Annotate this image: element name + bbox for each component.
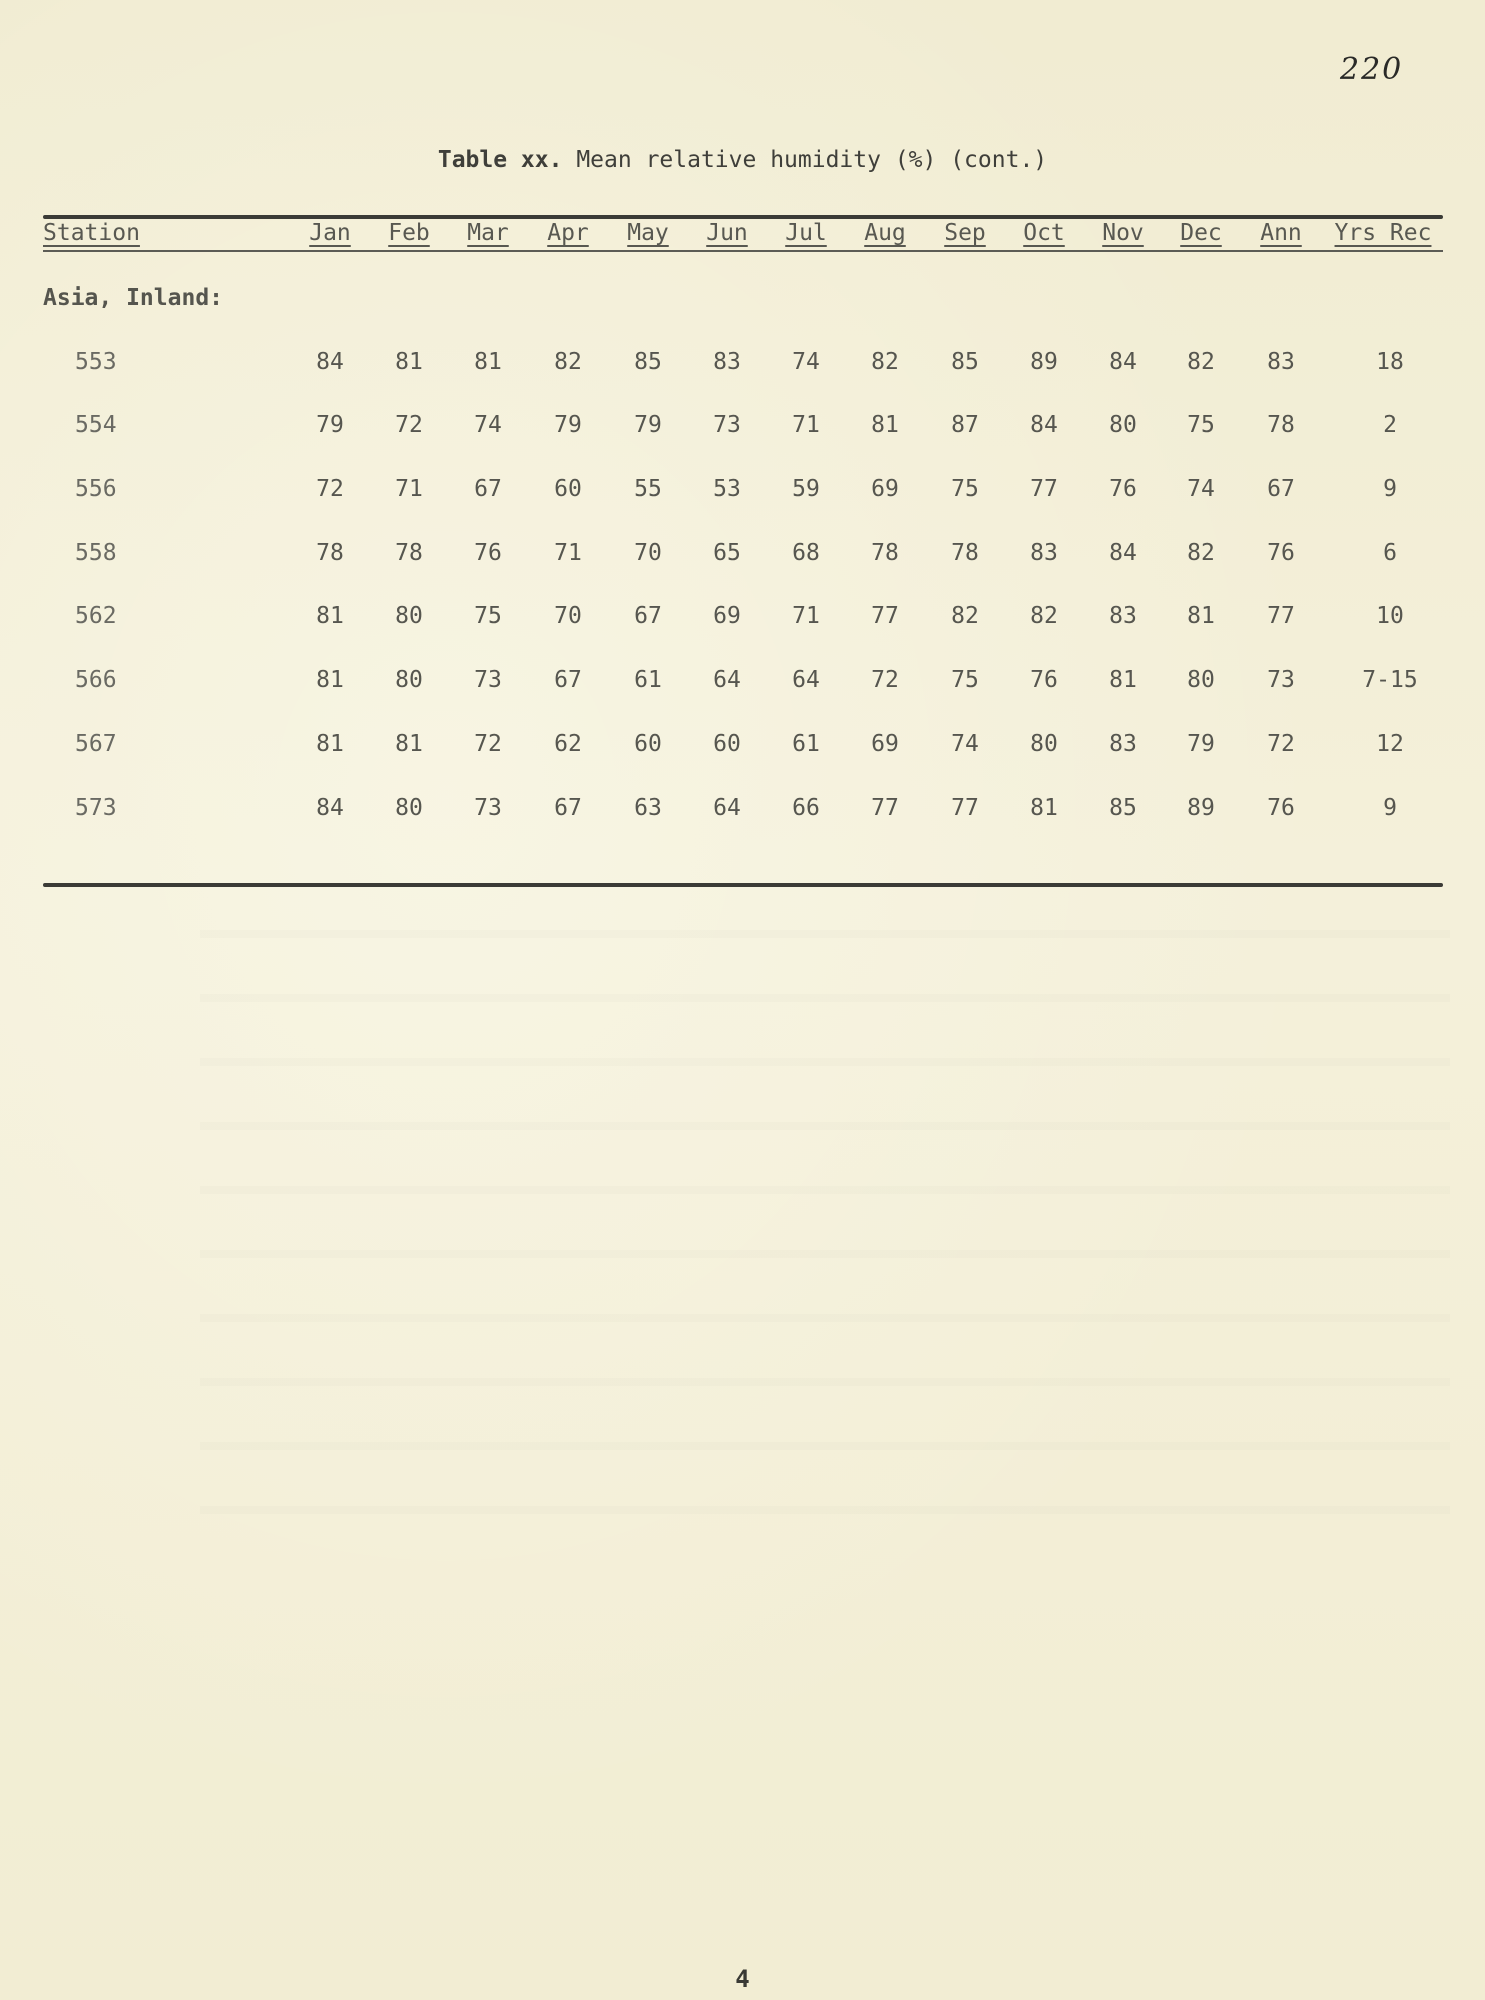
value-yrs-rec: 2 [1383, 412, 1397, 438]
station-id: 562 [75, 603, 117, 629]
value-apr: 62 [554, 731, 582, 757]
value-jul: 61 [792, 731, 820, 757]
value-jul: 64 [792, 667, 820, 693]
value-apr: 67 [554, 795, 582, 821]
table-row [0, 795, 1485, 835]
value-aug: 69 [871, 731, 899, 757]
station-id: 567 [75, 731, 117, 757]
value-aug: 82 [871, 349, 899, 375]
value-jan: 81 [316, 603, 344, 629]
table-row [0, 731, 1485, 771]
value-aug: 78 [871, 540, 899, 566]
value-oct: 84 [1030, 412, 1058, 438]
value-mar: 73 [474, 667, 502, 693]
table-row [0, 667, 1485, 707]
table-title-label: Table xx. [437, 147, 563, 173]
value-feb: 72 [395, 412, 423, 438]
value-jul: 71 [792, 603, 820, 629]
bleed-through-texture [200, 930, 1450, 1530]
footer-page-number: 4 [735, 1965, 750, 1993]
value-oct: 82 [1030, 603, 1058, 629]
header-dec: Dec [1180, 220, 1222, 246]
value-ann: 67 [1267, 476, 1295, 502]
value-feb: 80 [395, 795, 423, 821]
header-underline [43, 250, 1443, 252]
value-may: 70 [634, 540, 662, 566]
value-ann: 76 [1267, 540, 1295, 566]
value-may: 55 [634, 476, 662, 502]
value-mar: 67 [474, 476, 502, 502]
value-apr: 67 [554, 667, 582, 693]
value-jul: 66 [792, 795, 820, 821]
header-yrs-rec: Yrs Rec [1334, 220, 1432, 246]
value-mar: 74 [474, 412, 502, 438]
value-apr: 82 [554, 349, 582, 375]
value-aug: 81 [871, 412, 899, 438]
table-row [0, 349, 1485, 389]
value-mar: 72 [474, 731, 502, 757]
value-jun: 73 [713, 412, 741, 438]
value-nov: 76 [1109, 476, 1137, 502]
bottom-rule [43, 883, 1443, 887]
header-oct: Oct [1023, 220, 1065, 246]
value-ann: 83 [1267, 349, 1295, 375]
table-row [0, 476, 1485, 516]
value-may: 60 [634, 731, 662, 757]
station-id: 556 [75, 476, 117, 502]
value-aug: 77 [871, 603, 899, 629]
value-may: 85 [634, 349, 662, 375]
value-mar: 75 [474, 603, 502, 629]
header-mar: Mar [467, 220, 509, 246]
value-sep: 74 [951, 731, 979, 757]
value-mar: 81 [474, 349, 502, 375]
value-oct: 83 [1030, 540, 1058, 566]
value-sep: 78 [951, 540, 979, 566]
value-jan: 79 [316, 412, 344, 438]
value-apr: 71 [554, 540, 582, 566]
value-apr: 70 [554, 603, 582, 629]
value-dec: 81 [1187, 603, 1215, 629]
value-nov: 84 [1109, 349, 1137, 375]
value-may: 63 [634, 795, 662, 821]
value-may: 67 [634, 603, 662, 629]
value-mar: 76 [474, 540, 502, 566]
section-label: Asia, Inland: [43, 285, 224, 311]
value-jan: 84 [316, 795, 344, 821]
value-aug: 72 [871, 667, 899, 693]
value-yrs-rec: 6 [1383, 540, 1397, 566]
header-jul: Jul [785, 220, 827, 246]
table-row [0, 412, 1485, 452]
value-sep: 87 [951, 412, 979, 438]
value-sep: 75 [951, 667, 979, 693]
value-dec: 80 [1187, 667, 1215, 693]
value-ann: 72 [1267, 731, 1295, 757]
value-ann: 76 [1267, 795, 1295, 821]
value-yrs-rec: 12 [1376, 731, 1404, 757]
value-oct: 77 [1030, 476, 1058, 502]
value-dec: 82 [1187, 349, 1215, 375]
value-yrs-rec: 18 [1376, 349, 1404, 375]
value-ann: 77 [1267, 603, 1295, 629]
value-dec: 79 [1187, 731, 1215, 757]
value-oct: 89 [1030, 349, 1058, 375]
station-id: 554 [75, 412, 117, 438]
station-id: 566 [75, 667, 117, 693]
value-dec: 75 [1187, 412, 1215, 438]
value-sep: 77 [951, 795, 979, 821]
value-feb: 81 [395, 349, 423, 375]
value-aug: 69 [871, 476, 899, 502]
value-sep: 85 [951, 349, 979, 375]
value-mar: 73 [474, 795, 502, 821]
station-id: 553 [75, 349, 117, 375]
value-oct: 76 [1030, 667, 1058, 693]
value-aug: 77 [871, 795, 899, 821]
value-jul: 68 [792, 540, 820, 566]
value-nov: 83 [1109, 731, 1137, 757]
value-jul: 71 [792, 412, 820, 438]
value-feb: 80 [395, 603, 423, 629]
value-yrs-rec: 9 [1383, 795, 1397, 821]
value-oct: 81 [1030, 795, 1058, 821]
value-jan: 81 [316, 667, 344, 693]
value-jan: 72 [316, 476, 344, 502]
value-jun: 83 [713, 349, 741, 375]
header-ann: Ann [1260, 220, 1302, 246]
header-station: Station [43, 220, 140, 246]
header-jun: Jun [706, 220, 748, 246]
value-oct: 80 [1030, 731, 1058, 757]
value-dec: 74 [1187, 476, 1215, 502]
station-id: 558 [75, 540, 117, 566]
value-feb: 78 [395, 540, 423, 566]
value-dec: 82 [1187, 540, 1215, 566]
header-nov: Nov [1102, 220, 1144, 246]
header-may: May [627, 220, 669, 246]
table-header [0, 220, 1485, 260]
table-title [0, 147, 1485, 173]
value-feb: 71 [395, 476, 423, 502]
value-nov: 84 [1109, 540, 1137, 566]
header-feb: Feb [388, 220, 430, 246]
value-dec: 89 [1187, 795, 1215, 821]
value-jun: 64 [713, 795, 741, 821]
value-jun: 53 [713, 476, 741, 502]
table-title-text: Mean relative humidity (%) (cont.) [576, 147, 1048, 173]
handwritten-page-number: 220 [1340, 52, 1404, 87]
value-yrs-rec: 7-15 [1362, 667, 1418, 693]
value-may: 79 [634, 412, 662, 438]
value-nov: 81 [1109, 667, 1137, 693]
value-sep: 75 [951, 476, 979, 502]
value-jun: 60 [713, 731, 741, 757]
value-jan: 81 [316, 731, 344, 757]
table-row [0, 603, 1485, 643]
header-sep: Sep [944, 220, 986, 246]
value-nov: 83 [1109, 603, 1137, 629]
value-jul: 74 [792, 349, 820, 375]
value-jun: 65 [713, 540, 741, 566]
value-jul: 59 [792, 476, 820, 502]
value-sep: 82 [951, 603, 979, 629]
value-feb: 80 [395, 667, 423, 693]
value-feb: 81 [395, 731, 423, 757]
top-rule [43, 215, 1443, 219]
value-apr: 79 [554, 412, 582, 438]
value-apr: 60 [554, 476, 582, 502]
header-aug: Aug [864, 220, 906, 246]
value-jun: 69 [713, 603, 741, 629]
value-yrs-rec: 10 [1376, 603, 1404, 629]
value-jun: 64 [713, 667, 741, 693]
value-ann: 73 [1267, 667, 1295, 693]
header-apr: Apr [547, 220, 589, 246]
value-nov: 80 [1109, 412, 1137, 438]
value-nov: 85 [1109, 795, 1137, 821]
value-jan: 84 [316, 349, 344, 375]
value-jan: 78 [316, 540, 344, 566]
value-yrs-rec: 9 [1383, 476, 1397, 502]
table-row [0, 540, 1485, 580]
value-ann: 78 [1267, 412, 1295, 438]
header-jan: Jan [309, 220, 351, 246]
station-id: 573 [75, 795, 117, 821]
value-may: 61 [634, 667, 662, 693]
